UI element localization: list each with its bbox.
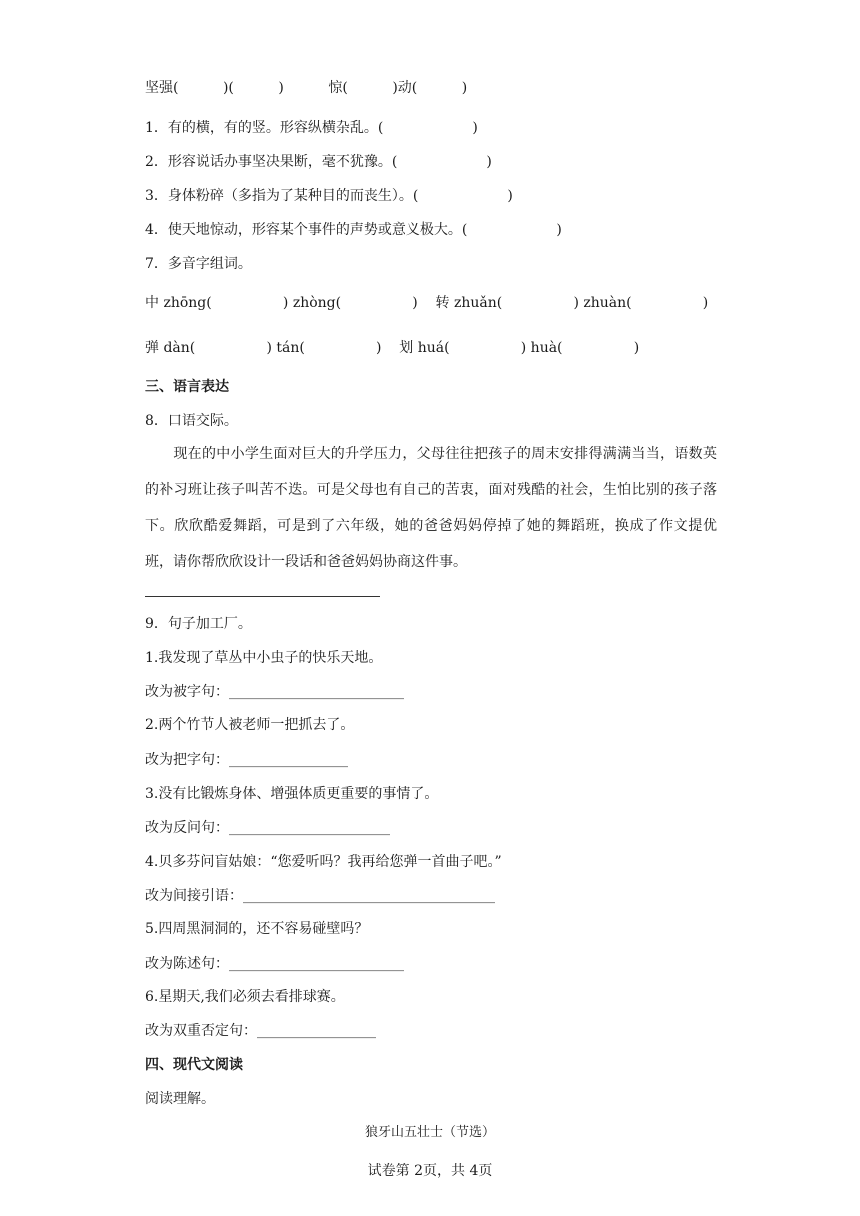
sentence-2: 2.两个竹节人被老师一把抓去了。 [145, 717, 355, 733]
polyphone-line-1: 中 zhōng( ) zhòng( ) 转 zhuǎn( ) zhuàn( ) [145, 295, 709, 311]
sentence-1-answer: 改为被字句：_________________________ [145, 684, 404, 700]
sentence-6: 6.星期天,我们必须去看排球赛。 [145, 989, 345, 1005]
oral-communication-passage [145, 436, 717, 580]
section-3-heading: 三、语言表达 [145, 379, 229, 395]
idiom-question-4: 4．使天地惊动，形容某个事件的声势或意义极大。( ) [145, 222, 562, 238]
reading-instruction: 阅读理解。 [145, 1091, 215, 1107]
sentence-2-answer: 改为把字句：_________________ [145, 752, 348, 768]
section-4-heading: 四、现代文阅读 [145, 1057, 243, 1073]
question-7-heading: 7．多音字组词。 [145, 256, 252, 272]
question-9-heading: 9．句子加工厂。 [145, 616, 252, 632]
sentence-6-answer: 改为双重否定句：_________________ [145, 1023, 376, 1039]
sentence-3: 3.没有比锻炼身体、增强体质更重要的事情了。 [145, 786, 439, 802]
sentence-4: 4.贝多芬问盲姑娘：“您爱听吗？我再给您弹一首曲子吧。” [145, 854, 502, 870]
answer-underline [145, 596, 380, 597]
question-8-heading: 8．口语交际。 [145, 413, 238, 429]
passage-text: 现在的中小学生面对巨大的升学压力，父母往往把孩子的周末安排得满满当当，语数英的补习班让孩子叫苦不迭。可是父母也有自己的苦衷，面对残酷的社会，生怕比别的孩子落下。欣欣酷爱舞蹈，可是到了六年级，她的爸爸妈妈停掉了她的舞蹈班，换成了作文提优班，请你帮欣欣设计一段话和爸爸妈妈协商这件事。 [145, 446, 717, 570]
polyphone-line-2: 弹 dàn( ) tán( ) 划 huá( ) huà( ) [145, 340, 640, 356]
sentence-4-answer: 改为间接引语：____________________________________ [145, 888, 495, 904]
vocab-fill-line: 坚强( )( ) 惊( )动( ) [145, 80, 468, 96]
idiom-question-3: 3．身体粉碎（多指为了某种目的而丧生）。( ) [145, 188, 513, 204]
idiom-question-1: 1．有的横，有的竖。形容纵横杂乱。( ) [145, 120, 478, 136]
sentence-3-answer: 改为反问句：_______________________ [145, 820, 390, 836]
article-title: 狼牙山五壮士（节选） [364, 1125, 495, 1140]
sentence-5: 5.四周黑洞洞的，还不容易碰壁吗？ [145, 921, 369, 937]
idiom-question-2: 2．形容说话办事坚决果断，毫不犹豫。( ) [145, 154, 492, 170]
sentence-5-answer: 改为陈述句：_________________________ [145, 956, 404, 972]
sentence-1: 1.我发现了草丛中小虫子的快乐天地。 [145, 650, 383, 666]
page-footer: 试卷第 2页，共 4页 [367, 1163, 493, 1179]
